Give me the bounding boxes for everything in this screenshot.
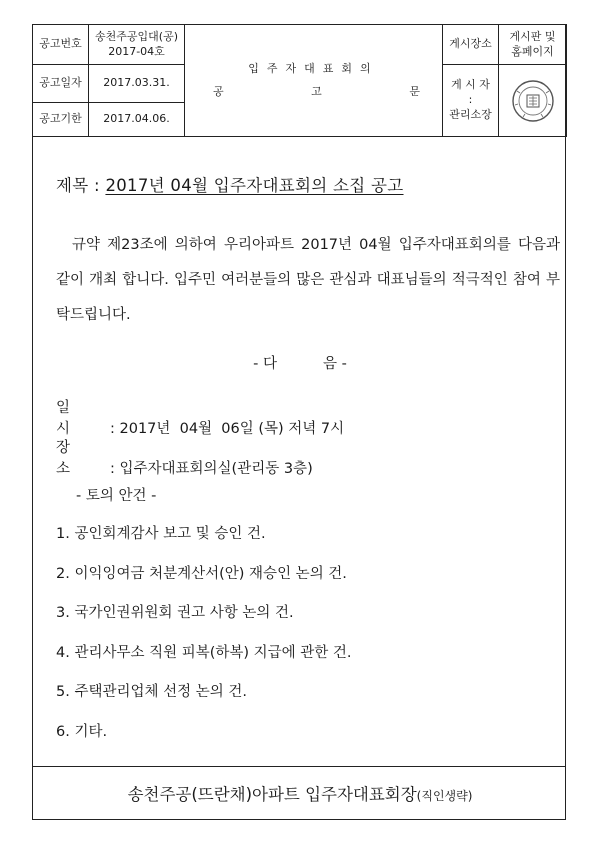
footer-note: (직인생략) [416,789,473,803]
agenda-item: 5. 주택관리업체 선정 논의 건. [56,684,247,701]
title-line1: 입주자대표회의 [248,61,379,75]
footer-divider [32,766,566,767]
footer-signature [0,781,600,805]
agenda-item: 2. 이익잉여금 처분계산서(안) 재승인 논의 건. [56,565,347,582]
notice-period-label: 공고기한 [33,103,89,137]
footer-text: 송천주공(뜨란채)아파트 입주자대표회장 [127,785,417,804]
title-char-3: 문 [409,84,422,98]
subject-line [56,172,404,196]
place-label: 장 소 [56,440,81,477]
posting-place-value [499,25,567,65]
notice-period-value: 2017.04.06. [89,103,185,137]
title-line2 [185,85,442,100]
posting-place-label: 게시장소 [443,25,499,65]
poster-line3: 관리소장 [449,107,492,121]
document-title [185,25,443,137]
official-seal-icon [505,79,561,123]
body-paragraph-text: 규약 제23조에 의하여 우리아파트 2017년 04월 입주자대표회의를 다음과 같이 개최 합니다. 입주민 여러분들의 많은 관심과 대표님들의 적극적인 참여 부탁드립니다. [56,237,560,323]
notice-date-value: 2017.03.31. [89,65,185,103]
notice-no-value [89,25,185,65]
body-paragraph [56,228,560,333]
posting-place-line2: 홈페이지 [511,44,554,58]
title-char-2: 고 [311,84,324,98]
header-table [32,24,567,137]
subject-label: 제목 : [56,176,106,195]
subject-text: 2017년 04월 입주자대표회의 소집 공고 [105,176,404,195]
agenda-item: 6. 기타. [56,723,108,740]
schedule-date [56,396,344,438]
notice-no-line1: 송천주공입대(공) [95,29,178,43]
poster-line1: 게 시 자 [451,78,490,92]
title-char-1: 공 [213,84,226,98]
official-seal-cell [499,65,567,137]
notice-date-label: 공고일자 [33,65,89,103]
date-label: 일 시 [56,400,81,437]
notice-no-line2: 2017-04호 [108,44,165,58]
notice-no-label: 공고번호 [33,25,89,65]
dasum-left: - 다 [253,356,277,372]
agenda-item: 4. 관리사무소 직원 피복(하복) 지급에 관한 건. [56,644,352,661]
poster-line2: : [468,93,473,107]
agenda-title: - 토의 안건 - [76,488,157,504]
agenda-item: 1. 공인회계감사 보고 및 승인 건. [56,526,266,542]
posting-place-line1: 게시판 및 [509,29,556,43]
date-value: : 2017년 04월 06일 (목) 저녁 7시 [110,421,345,437]
dasum-heading [0,352,600,373]
poster-label [443,65,499,137]
place-value: : 입주자대표회의실(관리동 3층) [110,461,313,477]
agenda-item: 3. 국가인권위원회 권고 사항 논의 건. [56,605,294,622]
dasum-right: 음 - [323,356,347,372]
schedule-place [56,436,313,478]
agenda-list [56,522,352,760]
